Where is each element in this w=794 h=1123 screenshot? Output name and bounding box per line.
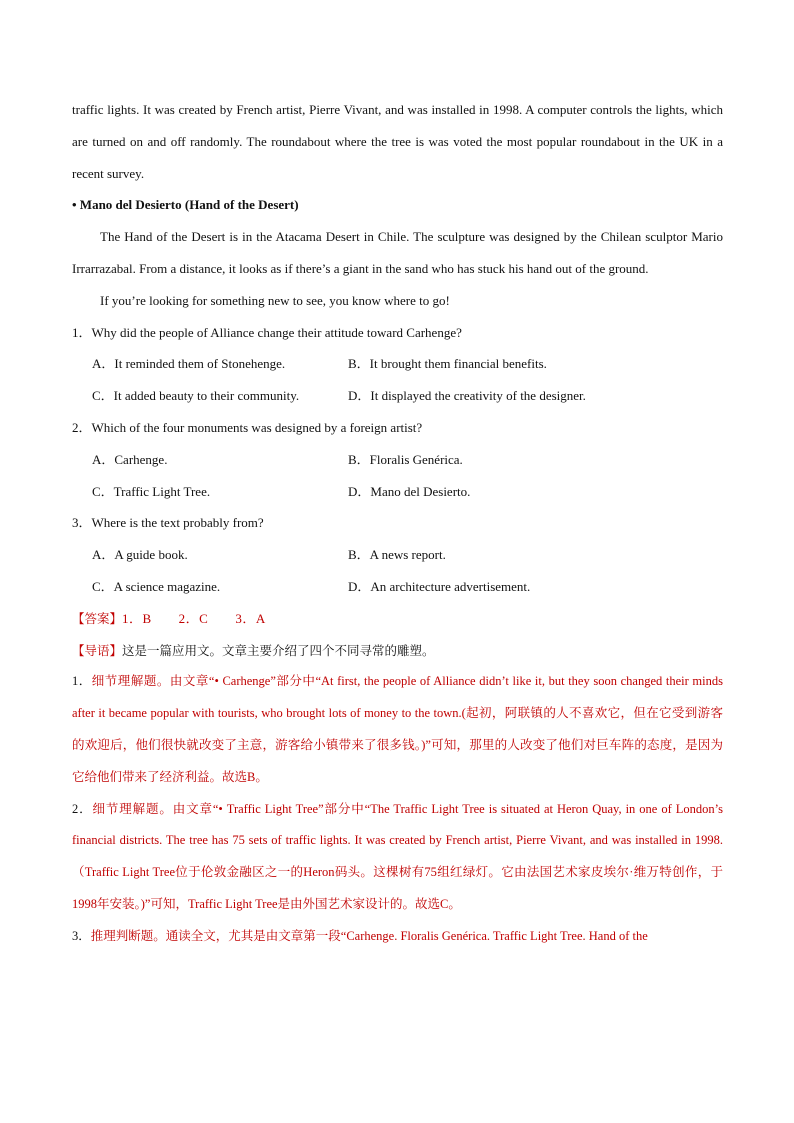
document-page: [72, 94, 723, 953]
passage-paragraph-2: The Hand of the Desert is in the Atacama Desert in Chile. The sculpture was designed by the Chilean sculptor Mario Irrarrazabal. From a distance, it looks as if there’s a giant in the sand who has stuck his hand out of the ground.: [72, 229, 723, 276]
question-1-stem: 1．Why did the people of Alliance change their attitude toward Carhenge?: [72, 324, 462, 340]
guide-line: [72, 635, 723, 667]
question-2-option-d: D．Mano del Desierto.: [348, 483, 471, 499]
question-1-option-b: B．It brought them financial benefits.: [348, 356, 547, 372]
explanation-3: [72, 921, 723, 953]
question-3-option-b: B．A news report.: [348, 547, 446, 563]
question-2-option-c: C．Traffic Light Tree.: [92, 483, 211, 499]
question-2-option-a: A．Carhenge.: [92, 451, 168, 467]
explanation-1: [72, 666, 723, 793]
question-3-options: [72, 539, 723, 603]
section-heading-mano-del-desierto: • Mano del Desierto (Hand of the Desert): [72, 197, 299, 213]
explanation-3-number: 3．: [72, 928, 91, 943]
explanation-1-text: 细节理解题。由文章“• Carhenge”部分中“At first, the people of Alliance didn’t like it, but they soon changed their minds after it became popular with tourists, who brought lots of money to the town.(起初，阿联镇的人不喜欢它，但在它受到游客的欢迎后，他们很快就改变了主意，游客给小镇带来了很多钱。)”可知，那里的人改变了他们对巨车阵的态度，是因为它给他们带来了经济利益。故选B。: [72, 674, 723, 784]
question-1-option-c: C．It added beauty to their community.: [92, 388, 300, 404]
explanation-1-number: 1．: [72, 674, 92, 689]
explanation-2-number: 2．: [72, 801, 93, 816]
explanation-2-text: 细节理解题。由文章“• Traffic Light Tree”部分中“The Traffic Light Tree is situated at Heron Quay, in one of London’s financial districts. The tree has 75 sets of traffic lights. It was created by French artist, Pierre Vivant, and was installed in 1998.（Traffic Light Tree位于伦敦金融区之一的Heron码头。这棵树有75组红绿灯。它由法国艺术家皮埃尔·维万特创作，于1998年安装。)”可知，Traffic Light Tree是由外国艺术家设计的。故选C。: [72, 801, 723, 911]
question-3-option-c: C．A science magazine.: [92, 578, 221, 594]
explanation-2: [72, 794, 723, 921]
question-1-option-d: D．It displayed the creativity of the designer.: [348, 388, 586, 404]
answer-line: [72, 603, 723, 635]
question-1-options: [72, 348, 723, 412]
guide-label: 【导语】: [72, 642, 123, 658]
question-1-option-a: A．It reminded them of Stonehenge.: [92, 356, 286, 372]
answer-values: 1．B 2．C 3．A: [122, 610, 266, 626]
answer-label: 【答案】: [72, 610, 123, 626]
question-2-stem: 2．Which of the four monuments was designed by a foreign artist?: [72, 419, 423, 435]
passage-paragraph-3: If you’re looking for something new to see, you know where to go!: [100, 292, 450, 308]
guide-text: 这是一篇应用文。文章主要介绍了四个不同寻常的雕塑。: [122, 642, 435, 658]
question-2-options: [72, 444, 723, 508]
question-3-option-a: A．A guide book.: [92, 547, 188, 563]
passage-paragraph-1: traffic lights. It was created by French artist, Pierre Vivant, and was installed in 1998. A computer controls the lights, which are turned on and off randomly. The roundabout where the tree is was voted the most popular roundabout in the UK in a recent survey.: [72, 102, 723, 181]
question-3-stem: 3．Where is the text probably from?: [72, 515, 264, 531]
question-2-option-b: B．Floralis Genérica.: [348, 451, 463, 467]
explanation-3-text: 推理判断题。通读全文，尤其是由文章第一段“Carhenge. Floralis Genérica. Traffic Light Tree. Hand of the: [90, 928, 648, 943]
question-3-option-d: D．An architecture advertisement.: [348, 578, 531, 594]
